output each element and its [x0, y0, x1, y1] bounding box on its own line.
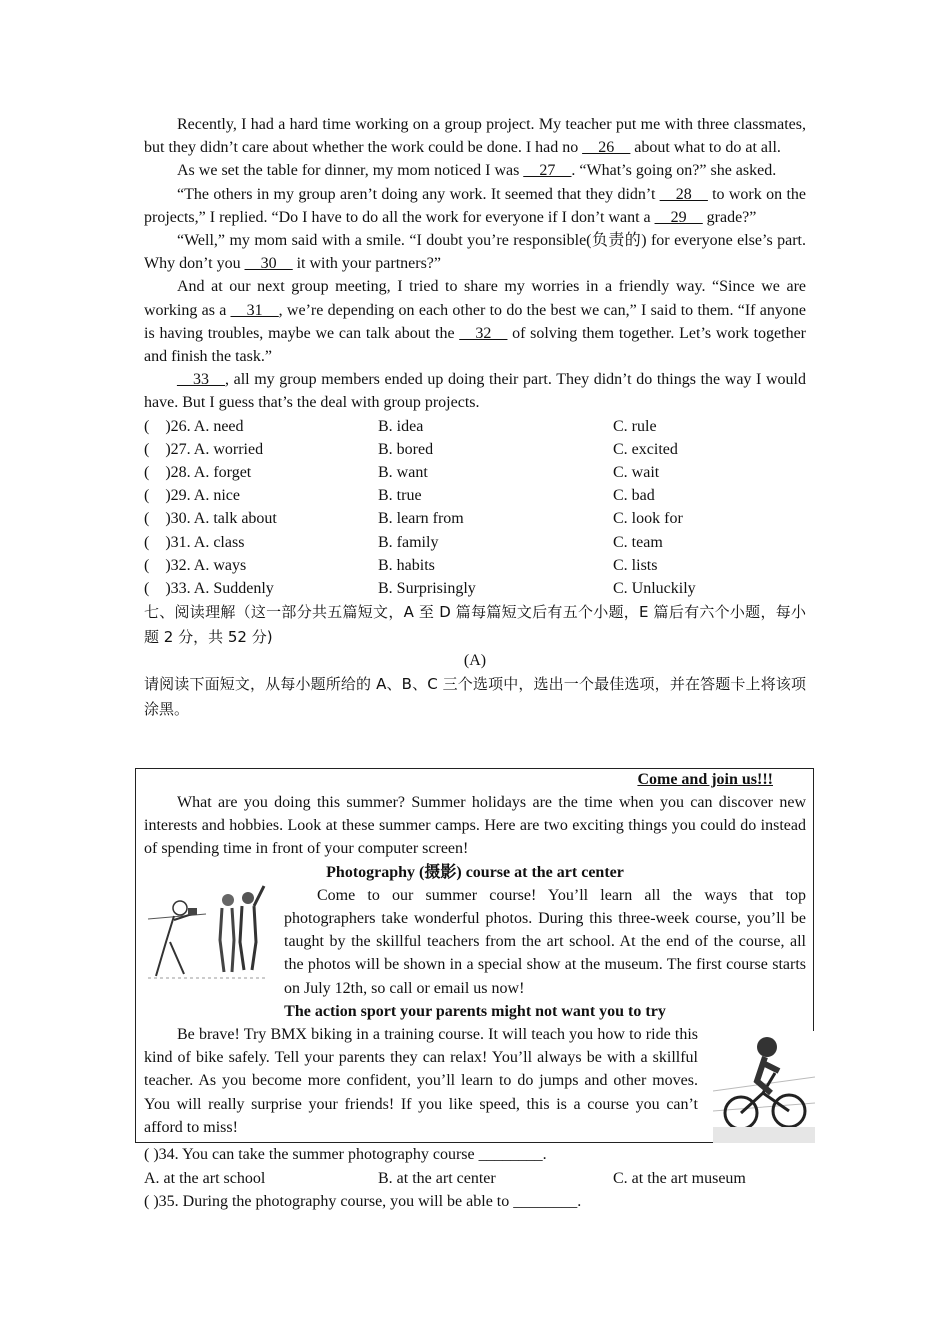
options-list	[144, 415, 806, 601]
photography-section	[144, 884, 806, 1000]
option-row-30	[144, 507, 806, 530]
option-b[interactable]: B. learn from	[378, 510, 464, 528]
blank-26: __26__	[582, 139, 631, 157]
option-a[interactable]: ( )32. A. ways	[144, 556, 247, 574]
text: to work on the projects,” I replied. “Do I have to do all the work for everyone if I don’t want a	[144, 185, 806, 226]
text: , we’re depending on each other to do the best we can,” I said to them. “If anyone is having troubles, maybe we can talk about the	[144, 301, 806, 342]
ad-box	[135, 768, 814, 1143]
option-b[interactable]: B. at the art center	[378, 1170, 496, 1187]
option-c[interactable]: C. bad	[613, 487, 655, 505]
text: As we set the table for dinner, my mom noticed I was	[177, 162, 524, 180]
question-34-options	[144, 1167, 806, 1190]
option-a[interactable]: ( )33. A. Suddenly	[144, 579, 274, 597]
option-a[interactable]: A. at the art school	[144, 1170, 266, 1187]
option-row-32	[144, 554, 806, 577]
option-a[interactable]: ( )30. A. talk about	[144, 510, 277, 528]
text: grade?”	[702, 208, 757, 226]
option-row-26	[144, 415, 806, 438]
blank-31: __31__	[230, 301, 279, 319]
option-a[interactable]: ( )31. A. class	[144, 533, 245, 551]
option-c[interactable]: C. excited	[613, 440, 678, 458]
option-row-31	[144, 531, 806, 554]
option-row-33	[144, 577, 806, 600]
photographer-illustration-icon	[144, 884, 272, 984]
text: “Well,” my mom said with a smile. “I doubt you’re responsible(负责的) for everyone else’s part. Why don’t you	[144, 232, 806, 273]
blank-28: __28__	[659, 185, 708, 203]
option-row-29	[144, 484, 806, 507]
option-c[interactable]: C. wait	[613, 464, 660, 482]
cloze-passage	[144, 113, 806, 721]
paragraph-6	[144, 368, 806, 414]
option-a[interactable]: ( )26. A. need	[144, 417, 244, 435]
option-c[interactable]: C. look for	[613, 510, 683, 528]
paragraph-2	[144, 159, 806, 182]
option-a[interactable]: ( )27. A. worried	[144, 440, 264, 458]
option-b[interactable]: B. Surprisingly	[378, 579, 476, 597]
option-b[interactable]: B. want	[378, 464, 428, 482]
blank-30: __30__	[244, 255, 293, 273]
option-b[interactable]: B. bored	[378, 440, 434, 458]
option-b[interactable]: B. habits	[378, 556, 435, 574]
bmx-heading: The action sport your parents might not want you to try	[284, 1002, 666, 1020]
option-row-28	[144, 461, 806, 484]
option-b[interactable]: B. family	[378, 533, 439, 551]
bmx-text: Be brave! Try BMX biking in a training course. It will teach you how to ride this kind of bike safely. Tell your parents they can relax! You’ll always be with a skillful teacher. As you become more confident, you’ll learn to do jumps and other moves. You will really surprise your friends! If you like speed, this is a course you can’t afford to miss!	[144, 1026, 698, 1136]
box-intro: What are you doing this summer? Summer holidays are the time when you can discover new interests and hobbies. Look at these summer camps. Here are two exciting things you could do instead of spending time in front of your computer screen!	[144, 794, 806, 858]
box-title: Come and join us!!!	[637, 771, 773, 788]
option-c[interactable]: C. rule	[613, 417, 657, 435]
option-c[interactable]: C. at the art museum	[613, 1170, 746, 1187]
option-b[interactable]: B. true	[378, 487, 422, 505]
text: it with your partners?”	[292, 255, 441, 273]
text: And at our next group meeting, I tried to share my worries in a friendly way. “Since we are working as a	[144, 278, 806, 319]
text: Recently, I had a hard time working on a group project. My teacher put me with three classmates, but they didn’t care about whether the work could be done. I had no	[144, 116, 806, 157]
option-c[interactable]: C. team	[613, 533, 663, 551]
blank-27: __27__	[523, 162, 572, 180]
text: . “What’s going on?” she asked.	[571, 162, 777, 180]
question-34: ( )34. You can take the summer photography course ________.	[144, 1146, 547, 1163]
option-b[interactable]: B. idea	[378, 417, 424, 435]
option-a[interactable]: ( )29. A. nice	[144, 487, 240, 505]
section-heading: 七、阅读理解（这一部分共五篇短文，A 至 D 篇每篇短文后有五个小题，E 篇后有六个小题，每小题 2 分，共 52 分)	[144, 603, 806, 646]
option-row-27	[144, 438, 806, 461]
blank-32: __32__	[459, 324, 508, 342]
paragraph-1	[144, 113, 806, 159]
paragraph-3	[144, 183, 806, 229]
text: “The others in my group aren’t doing any work. It seemed that they didn’t	[177, 185, 660, 203]
instruction-text: 请阅读下面短文，从每小题所给的 A、B、C 三个选项中，选出一个最佳选项，并在答题卡上将该项涂黑。	[144, 675, 806, 718]
text: of solving them together. Let’s work together and finish the task.”	[144, 324, 806, 366]
question-35: ( )35. During the photography course, you will be able to ________.	[144, 1193, 582, 1210]
text: , all my group members ended up doing their part. They didn’t do things the way I would have. But I guess that’s the deal with group projects.	[144, 371, 806, 412]
part-label: (A)	[463, 652, 487, 670]
option-c[interactable]: C. lists	[613, 556, 658, 574]
option-a[interactable]: ( )28. A. forget	[144, 464, 252, 482]
text: about what to do at all.	[634, 139, 781, 157]
bmx-rider-illustration-icon	[713, 1031, 815, 1143]
blank-29: __29__	[654, 208, 703, 226]
blank-33: __33__	[177, 371, 225, 389]
paragraph-5	[144, 275, 806, 368]
photography-text: Come to our summer course! You’ll learn all the ways that top photographers take wonderful photos. During this three-week course, you’ll be taught by the skillful teachers from the art school. At the end of the course, all the photos will be shown in a special show at the museum. The first course starts on July 12th, so call or email us now!	[284, 886, 806, 997]
option-c[interactable]: C. Unluckily	[613, 579, 696, 597]
paragraph-4	[144, 229, 806, 275]
photography-heading: Photography (摄影) course at the art center	[326, 863, 624, 881]
